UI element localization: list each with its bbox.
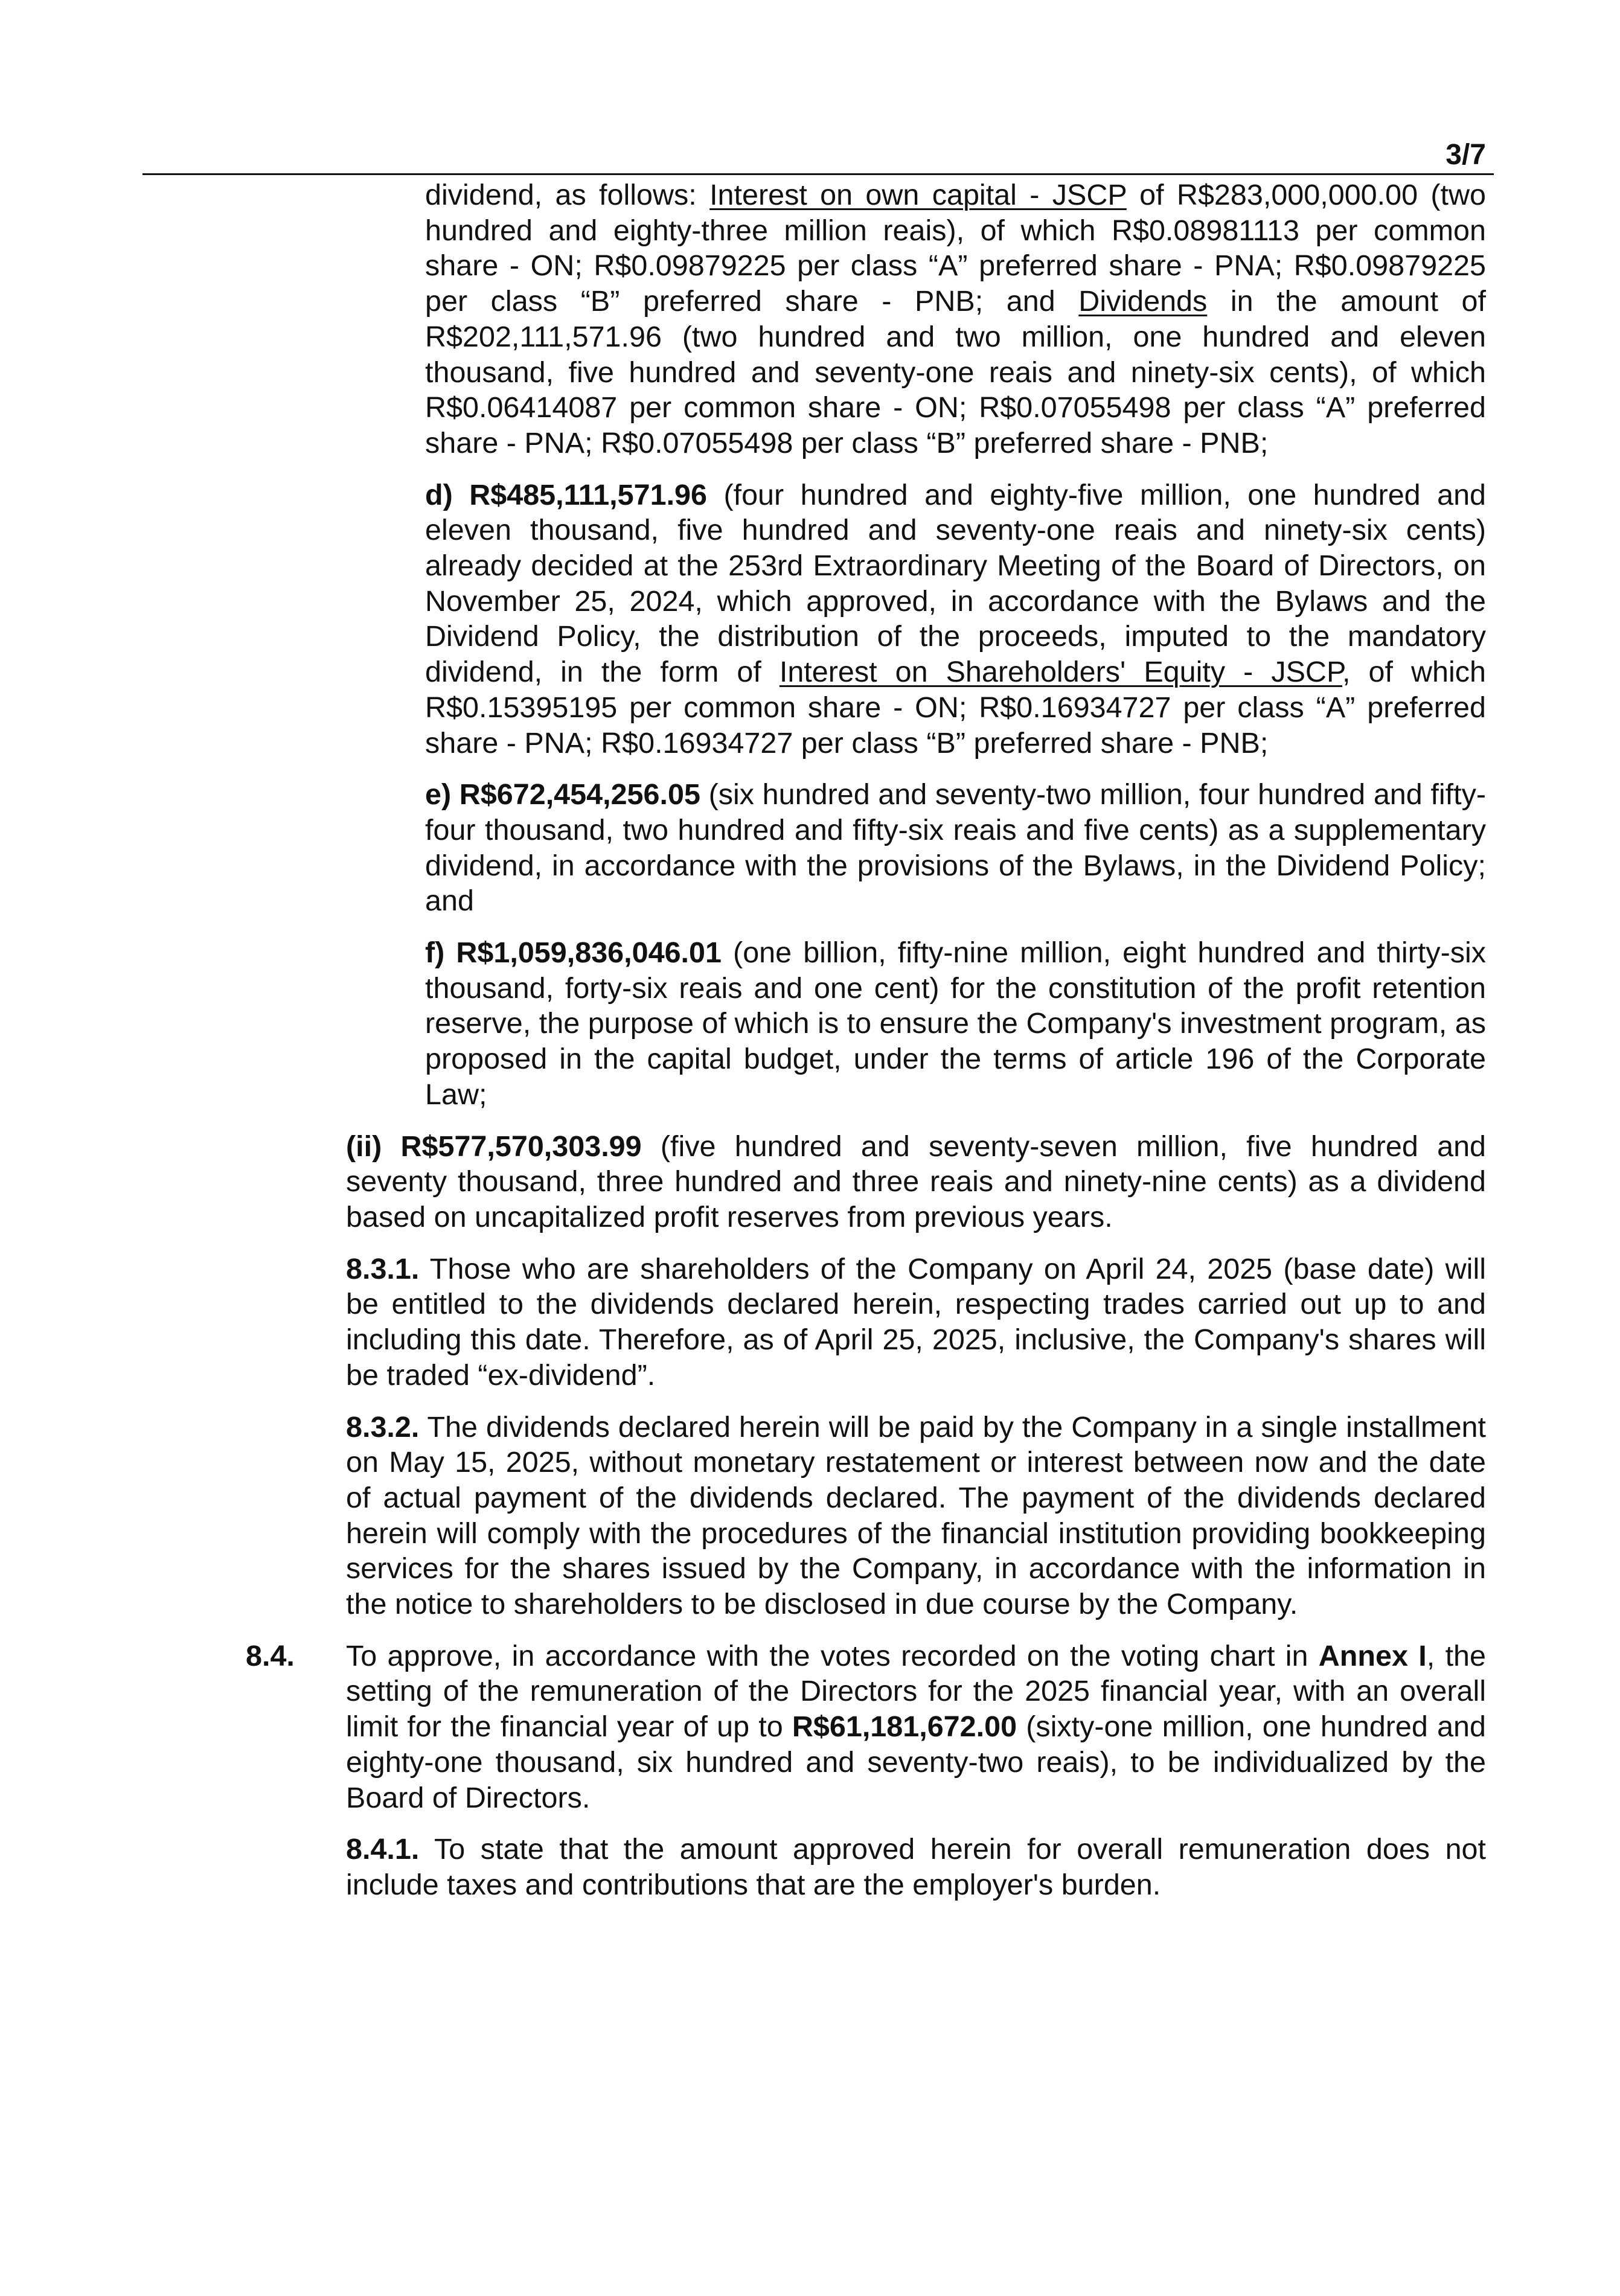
text-span: , the setting of the remuneration of the Directors for the 2025 financial year, with an overall limit for the financial year of up to bbox=[346, 1639, 1486, 1744]
text-span: To approve, in accordance with the votes recorded on the voting chart in bbox=[346, 1639, 1319, 1672]
item-label-d: d) R$485,111,571.96 bbox=[425, 478, 708, 511]
text-span: in the amount of R$202,111,571.96 (two hundred and two million, one hundred and eleven thousand, five hundred and seventy-one reais and ninety-six cents), of which R$0.06414087 per common share - ON; R$0.07055498 per class “A” preferred share - PNA; R$0.07055498 per class “B” preferred share - PNB; bbox=[425, 285, 1486, 459]
text-span: (six hundred and seventy-two million, four hundred and fifty-four thousand, two hundred and fifty-six reais and five cents) as a supplementary dividend, in accordance with the provisions of the Bylaws, in the Dividend Policy; and bbox=[425, 778, 1486, 918]
text-span: of R$283,000,000.00 (two hundred and eighty-three million reais), of which R$0.08981113 per common share - ON; R$0.09879225 per class “A” preferred share - PNA; R$0.09879225 per class “B” preferred share - PNB; and bbox=[425, 179, 1487, 318]
paragraph-8-4-1 bbox=[346, 1832, 1486, 1902]
paragraph-e bbox=[425, 777, 1486, 919]
section-number-8-4-1: 8.4.1. bbox=[346, 1833, 420, 1866]
text-span: The dividends declared herein will be paid by the Company in a single installment on May 15, 2025, without monetary restatement or interest between now and the date of actual payment of the dividends declared. The payment of the dividends declared herein will comply with the procedures of the financial institution providing bookkeeping services for the shares issued by the Company, in accordance with the information in the notice to shareholders to be disclosed in due course by the Company. bbox=[346, 1410, 1486, 1621]
underlined-term-interest-on-equity: Interest on Shareholders' Equity - JSCP bbox=[779, 656, 1343, 689]
text-span: (sixty-one million, one hundred and eighty-one thousand, six hundred and seventy-two reais), to be individualized by the Board of Directors. bbox=[346, 1710, 1486, 1814]
annex-reference: Annex I bbox=[1318, 1639, 1427, 1672]
paragraph-8-3-1 bbox=[346, 1252, 1486, 1393]
item-label-f: f) R$1,059,836,046.01 bbox=[425, 936, 722, 970]
section-number-8-4: 8.4. bbox=[246, 1639, 295, 1672]
header-rule bbox=[142, 173, 1494, 175]
paragraph-ii bbox=[346, 1129, 1486, 1235]
page-number: 3/7 bbox=[1446, 139, 1486, 171]
document-body bbox=[0, 177, 1620, 1919]
section-number-8-3-2: 8.3.2. bbox=[346, 1410, 420, 1444]
text-span: dividend, as follows: bbox=[425, 179, 710, 211]
text-span: , of which R$0.15395195 per common share - ON; R$0.16934727 per class “A” preferred share - PNA; R$0.16934727 per class “B” preferred share - PNB; bbox=[425, 656, 1487, 759]
item-label-e: e) R$672,454,256.05 bbox=[425, 778, 700, 811]
paragraph-d bbox=[425, 478, 1486, 761]
remuneration-limit-amount: R$61,181,672.00 bbox=[792, 1710, 1017, 1744]
section-number-8-3-1: 8.3.1. bbox=[346, 1252, 420, 1285]
underlined-term-dividends: Dividends bbox=[1078, 285, 1208, 318]
text-span: (one billion, fifty-nine million, eight hundred and thirty-six thousand, forty-six reais and one cent) for the constitution of the profit retention reserve, the purpose of which is to ensure the Company's investment program, as proposed in the capital budget, under the terms of article 196 of the Corporate Law; bbox=[425, 936, 1486, 1111]
text-span: (four hundred and eighty-five million, one hundred and eleven thousand, five hundred and seventy-one reais and ninety-six cents) already decided at the 253rd Extraordinary Meeting of the Board of Directors, on November 25, 2024, which approved, in accordance with the Bylaws and the Dividend Policy, the distribution of the proceeds, imputed to the mandatory dividend, in the form of bbox=[425, 478, 1487, 689]
text-span: To state that the amount approved herein for overall remuneration does not include taxes and contributions that are the employer's burden. bbox=[346, 1833, 1486, 1901]
paragraph-c-continuation bbox=[425, 177, 1486, 461]
underlined-term-jscp: Interest on own capital - JSCP bbox=[709, 179, 1127, 211]
paragraph-8-4 bbox=[246, 1639, 1486, 1816]
text-span: (five hundred and seventy-seven million, five hundred and seventy thousand, three hundred and three reais and ninety-nine cents) as a dividend based on uncapitalized profit reserves from previous years. bbox=[346, 1130, 1487, 1233]
item-label-ii: (ii) R$577,570,303.99 bbox=[346, 1130, 642, 1163]
paragraph-8-3-2 bbox=[346, 1410, 1486, 1622]
text-span: Those who are shareholders of the Company on April 24, 2025 (base date) will be entitled to the dividends declared herein, respecting trades carried out up to and including this date. Therefore, as of April 25, 2025, inclusive, the Company's shares will be traded “ex-dividend”. bbox=[346, 1252, 1486, 1392]
paragraph-f bbox=[425, 935, 1486, 1113]
